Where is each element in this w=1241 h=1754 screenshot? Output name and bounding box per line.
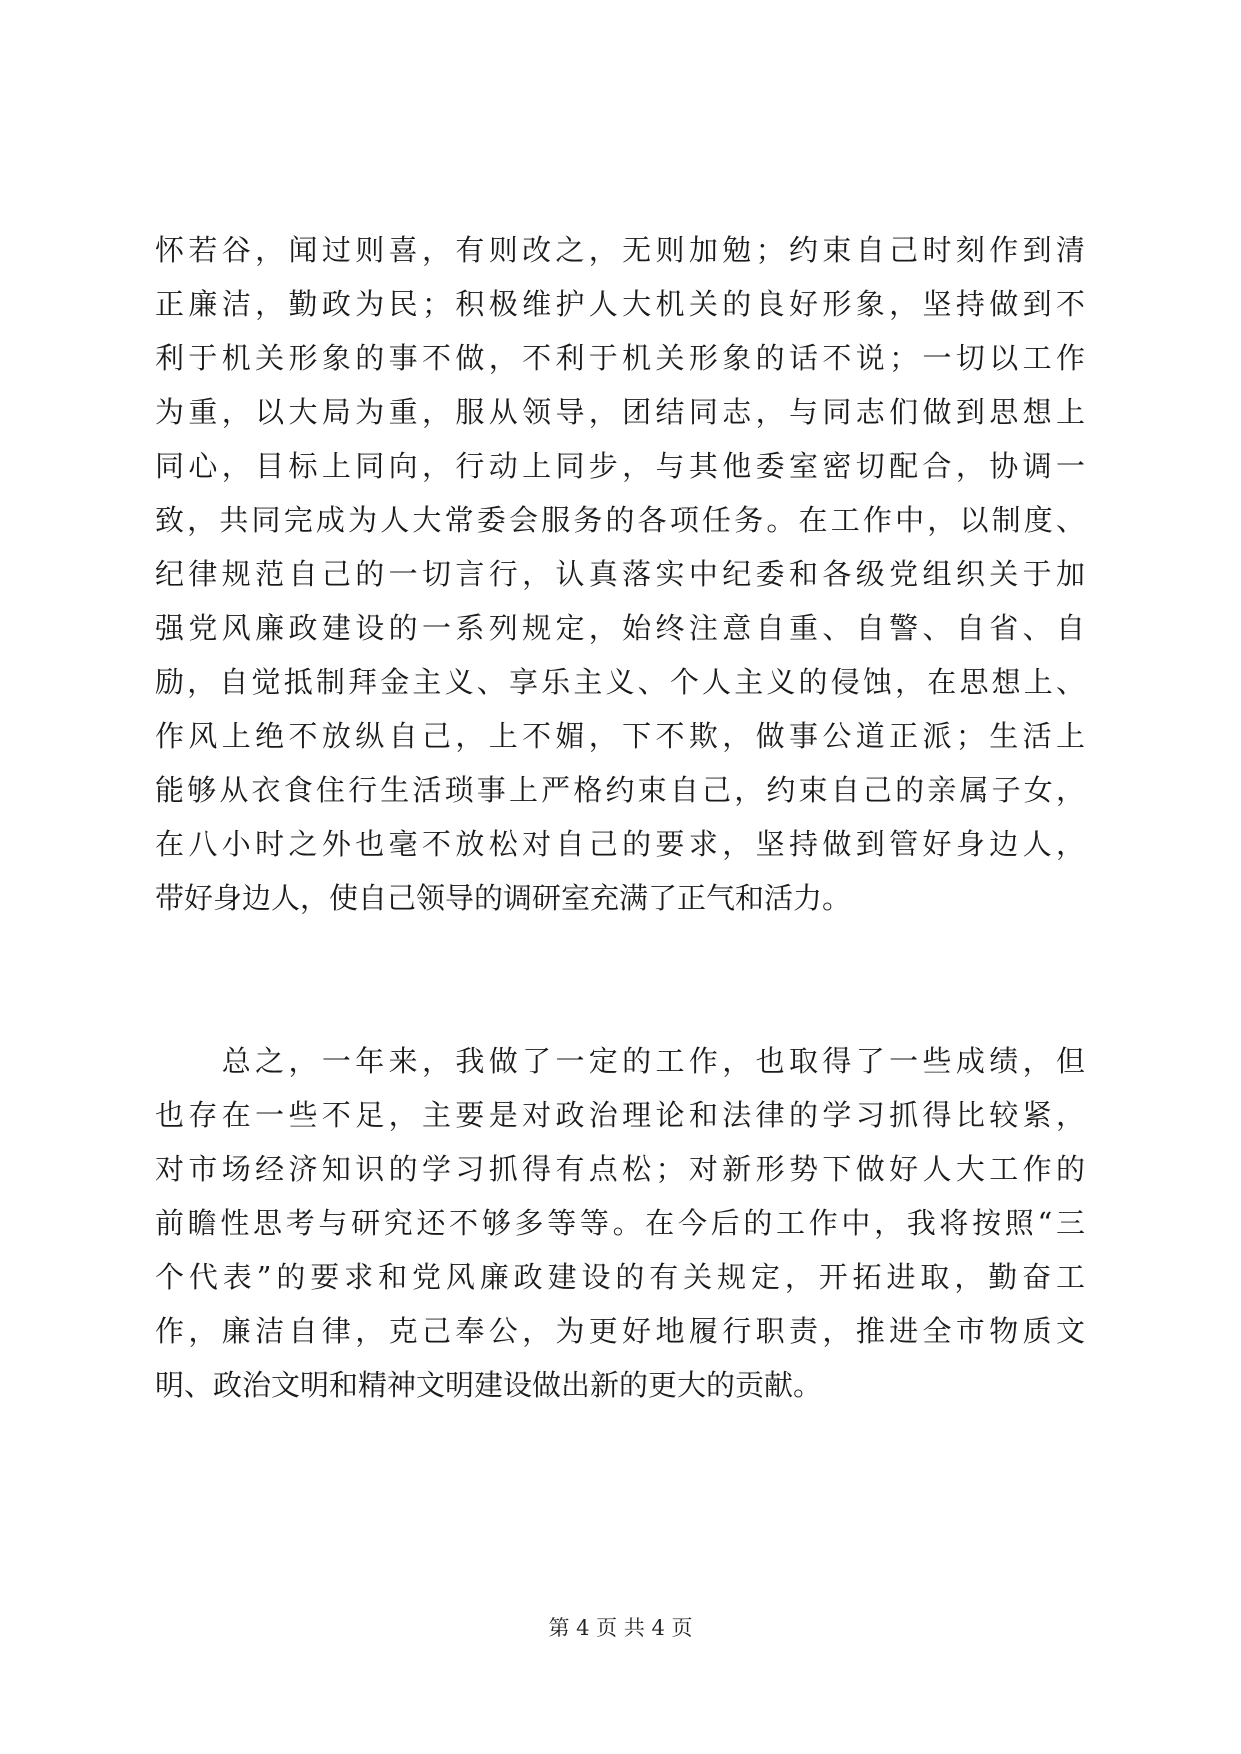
paragraph-line: 同心，目标上同向，行动上同步，与其他委室密切配合，协调一 bbox=[155, 449, 1085, 483]
paragraph-line: 个代表”的要求和党风廉政建设的有关规定，开拓进取，勤奋工 bbox=[155, 1260, 1085, 1294]
paragraph-line: 总之，一年来，我做了一定的工作，也取得了一些成绩，但 bbox=[155, 1044, 1085, 1078]
page-number-footer: 第 4 页 共 4 页 bbox=[548, 1616, 693, 1640]
paragraph-line: 为重，以大局为重，服从领导，团结同志，与同志们做到思想上 bbox=[155, 395, 1085, 429]
paragraph-line: 作，廉洁自律，克己奉公，为更好地履行职责，推进全市物质文 bbox=[155, 1314, 1085, 1348]
paragraph-line: 正廉洁，勤政为民；积极维护人大机关的良好形象，坚持做到不 bbox=[155, 287, 1085, 321]
paragraph-line: 对市场经济知识的学习抓得有点松；对新形势下做好人大工作的 bbox=[155, 1152, 1085, 1186]
paragraph-line: 利于机关形象的事不做，不利于机关形象的话不说；一切以工作 bbox=[155, 341, 1085, 375]
paragraph-line: 在八小时之外也毫不放松对自己的要求，坚持做到管好身边人， bbox=[155, 827, 1085, 861]
paragraph-line: 怀若谷，闻过则喜，有则改之，无则加勉；约束自己时刻作到清 bbox=[155, 233, 1085, 267]
paragraph-line: 励，自觉抵制拜金主义、享乐主义、个人主义的侵蚀，在思想上、 bbox=[155, 665, 1085, 699]
paragraph-line: 能够从衣食住行生活琐事上严格约束自己，约束自己的亲属子女， bbox=[155, 773, 1085, 807]
paragraph-line: 纪律规范自己的一切言行，认真落实中纪委和各级党组织关于加 bbox=[155, 557, 1085, 591]
paragraph-line: 带好身边人，使自己领导的调研室充满了正气和活力。 bbox=[155, 881, 852, 915]
paragraph-line: 也存在一些不足，主要是对政治理论和法律的学习抓得比较紧， bbox=[155, 1098, 1085, 1132]
paragraph-line: 致，共同完成为人大常委会服务的各项任务。在工作中，以制度、 bbox=[155, 503, 1085, 537]
paragraph-line: 作风上绝不放纵自己，上不媚，下不欺，做事公道正派；生活上 bbox=[155, 719, 1085, 753]
paragraph-2 bbox=[155, 1034, 1085, 1412]
paragraph-1 bbox=[155, 223, 1085, 925]
paragraph-line: 强党风廉政建设的一系列规定，始终注意自重、自警、自省、自 bbox=[155, 611, 1085, 645]
paragraph-line: 明、政治文明和精神文明建设做出新的更大的贡献。 bbox=[155, 1368, 823, 1402]
paragraph-line: 前瞻性思考与研究还不够多等等。在今后的工作中，我将按照“三 bbox=[155, 1206, 1085, 1240]
